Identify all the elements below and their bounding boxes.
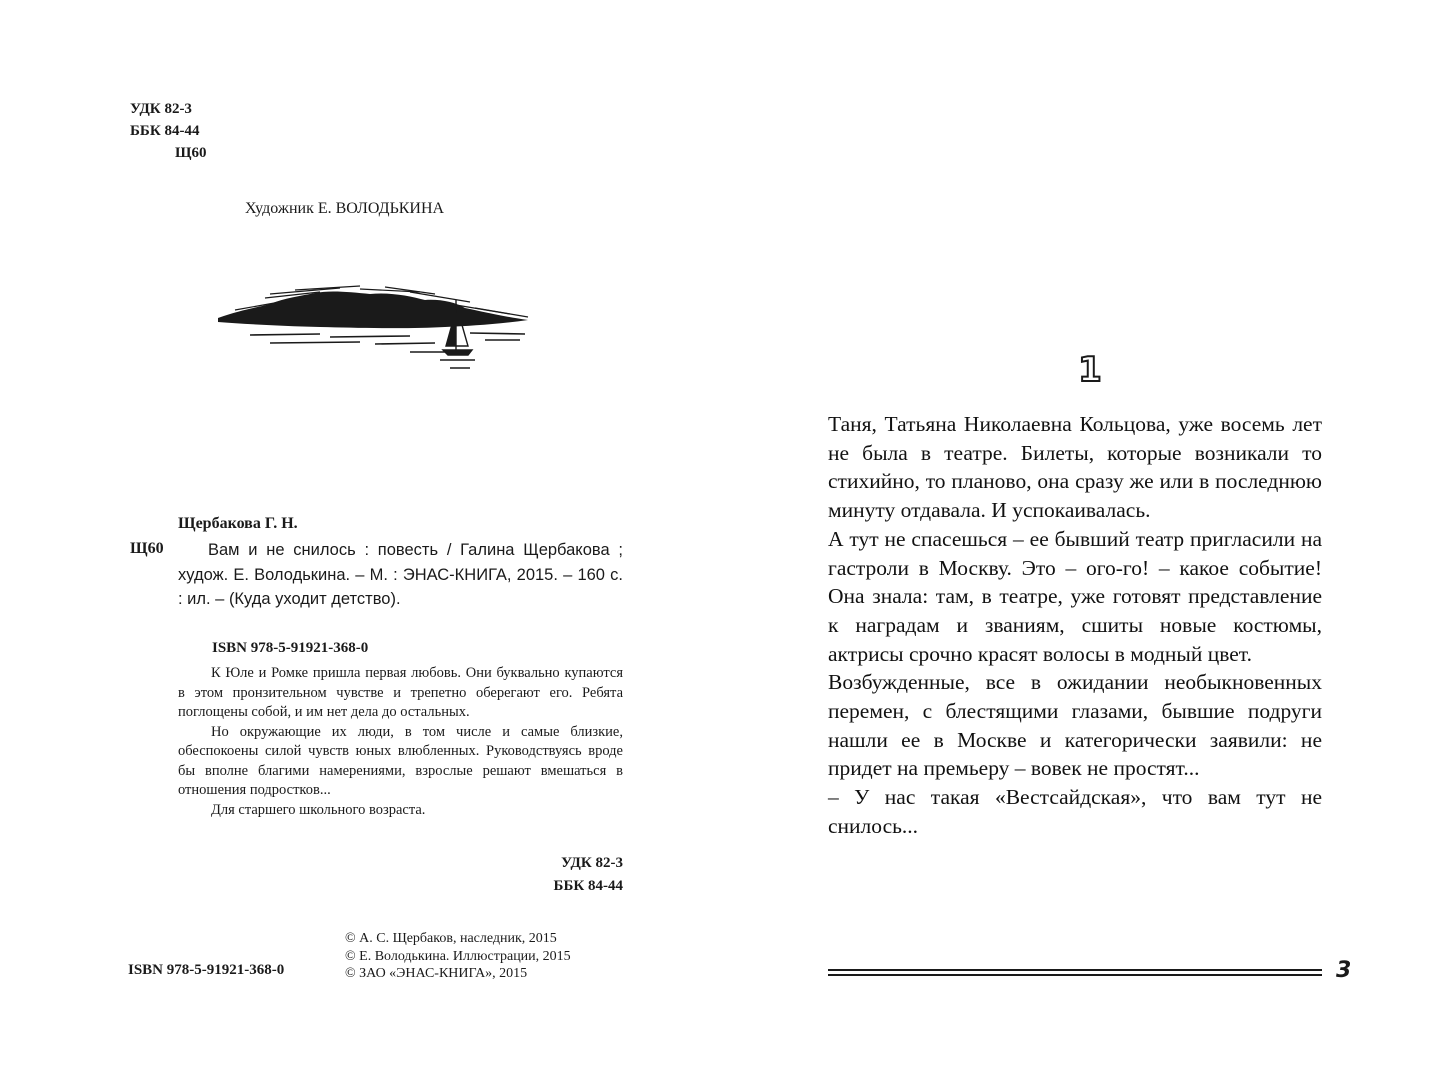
author-name: Щербакова Г. Н. (178, 515, 298, 532)
copyright-line: © А. С. Щербаков, наследник, 2015 (345, 931, 557, 946)
udk-code: УДК 82-3 (561, 855, 623, 871)
annotation-paragraph: К Юле и Ромке пришла первая любовь. Они буквально купаются в этом пронзительном чувстве и трепетно оберегают его. Ребята поглощены собой, и им нет дела до остальных. (178, 665, 623, 720)
bbk-code: ББК 84-44 (130, 123, 200, 139)
author-sign: Щ60 (175, 145, 207, 161)
classification-codes (130, 98, 206, 164)
copyright-line: © ЗАО «ЭНАС-КНИГА», 2015 (345, 966, 528, 981)
story-text (828, 410, 1322, 841)
copyright-block (345, 930, 571, 983)
seascape-illustration (210, 280, 540, 375)
story-paragraph: Возбужденные, все в ожидании необыкновенных перемен, с блестящими глазами, бывшие подруги нашли ее в Москве и категорически заявили: не придет на премьеру – вовек не простят... (828, 670, 1322, 781)
bbk-code: ББК 84-44 (553, 878, 623, 894)
annotation-paragraph: Но окружающие их люди, в том числе и самые близкие, обеспокоены силой чувств юных влюбленных. Руководствуясь вроде бы вполне благими намерениями, взрослые решают вмешаться в отношения подростков... (178, 723, 623, 798)
isbn-top: ISBN 978-5-91921-368-0 (212, 640, 369, 656)
isbn-bottom: ISBN 978-5-91921-368-0 (128, 962, 285, 978)
footer-rule (828, 969, 1322, 979)
story-paragraph: А тут не спасешься – ее бывший театр пригласили на гастроли в Москву. Это – ого-го! – какое событие! Она знала: там, в театре, уже готовят представление к наградам и званиям, сшиты новые костюмы, актрисы срочно красят волосы в модный цвет. (828, 526, 1322, 666)
page-number: 3 (1336, 958, 1352, 983)
udk-code: УДК 82-3 (130, 101, 192, 117)
story-paragraph: Таня, Татьяна Николаевна Кольцова, уже восемь лет не была в театре. Билеты, которые возникали то стихийно, то планово, она сразу же или в последнюю минуту отдавала. И успокаивалась. (828, 412, 1322, 523)
water-strokes (250, 333, 525, 368)
copyright-line: © Е. Володькина. Иллюстрации, 2015 (345, 948, 571, 964)
annotation-paragraph: Для старшего школьного возраста. (211, 801, 426, 818)
bibliographic-record: Вам и не снилось : повесть / Галина Щербакова ; худож. Е. Володькина. – М. : ЭНАС-КНИГА, 2015. – 160 с. : ил. – (Куда уходит детство). (178, 541, 623, 608)
author-cipher: Щ60 (130, 540, 164, 557)
artist-credit: Художник Е. ВОЛОДЬКИНА (245, 200, 445, 217)
annotation (178, 664, 623, 820)
story-paragraph: – У нас такая «Вестсайдская», что вам тут не снилось... (828, 785, 1322, 838)
classification-codes-bottom (460, 852, 623, 898)
chapter-number: 1 (1078, 350, 1102, 390)
